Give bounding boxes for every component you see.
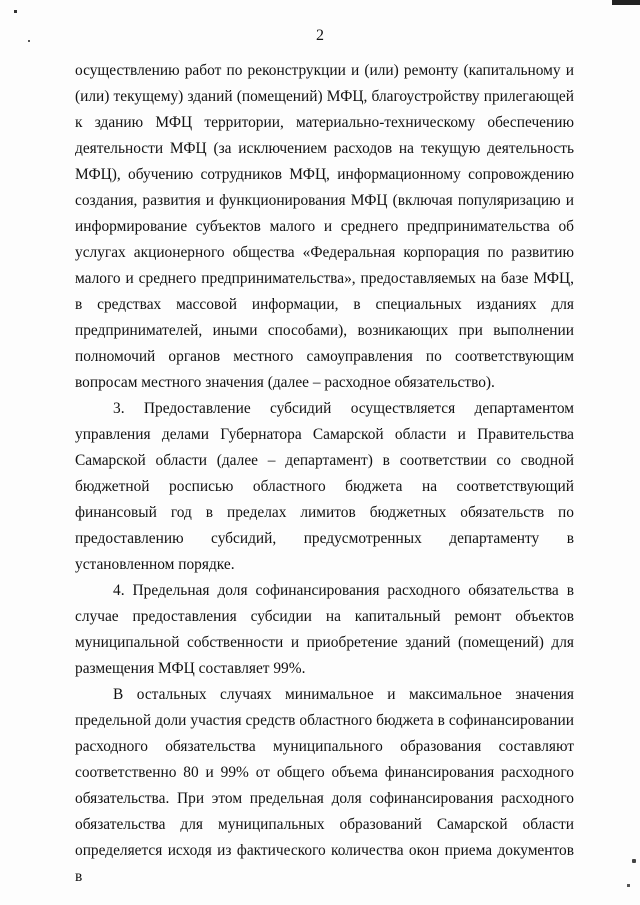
page-number: 2	[316, 27, 324, 44]
scan-edge-mark	[612, 0, 640, 5]
document-body	[75, 58, 574, 890]
scan-speck	[632, 859, 636, 863]
scan-speck	[14, 10, 17, 13]
paragraph-item-4: 4. Предельная доля софинансирования расходного обязательства в случае предоставления субсидии на капитальный ремонт объектов муниципальной собственности и приобретение зданий (помещений) для размещения МФЦ составляет 99%.	[75, 582, 574, 677]
scan-speck	[627, 884, 630, 887]
paragraph-continuation: осуществлению работ по реконструкции и (или) ремонту (капитальному и (или) текущему) зданий (помещений) МФЦ, благоустройству прилегающей к зданию МФЦ территории, материально-техническому обеспечению деятельности МФЦ (за исключением расходов на текущую деятельность МФЦ), обучению сотрудников МФЦ, информационному сопровождению создания, развития и функционирования МФЦ (включая популяризацию и информирование субъектов малого и среднего предпринимательства об услугах акционерного общества «Федеральная корпорация по развитию малого и среднего предпринимательства», предоставляемых на базе МФЦ, в средствах массовой информации, в специальных изданиях для предпринимателей, иными способами), возникающих при выполнении полномочий органов местного самоуправления по соответствующим вопросам местного значения (далее – расходное обязательство).	[75, 62, 574, 391]
paragraph-other-cases: В остальных случаях минимальное и максимальное значения предельной доли участия средств областного бюджета в софинансировании расходного обязательства муниципального образования составляют соответственно 80 и 99% от общего объема финансирования расходного обязательства. При этом предельная доля софинансирования расходного обязательства для муниципальных образований Самарской области определяется исходя из фактического количества окон приема документов в	[75, 686, 574, 885]
paragraph-item-3: 3. Предоставление субсидий осуществляется департаментом управления делами Губернатора Самарской области и Правительства Самарской области (далее – департамент) в соответствии со сводной бюджетной росписью областного бюджета на соответствующий финансовый год в пределах лимитов бюджетных обязательств по предоставлению субсидий, предусмотренных департаменту в установленном порядке.	[75, 400, 574, 573]
